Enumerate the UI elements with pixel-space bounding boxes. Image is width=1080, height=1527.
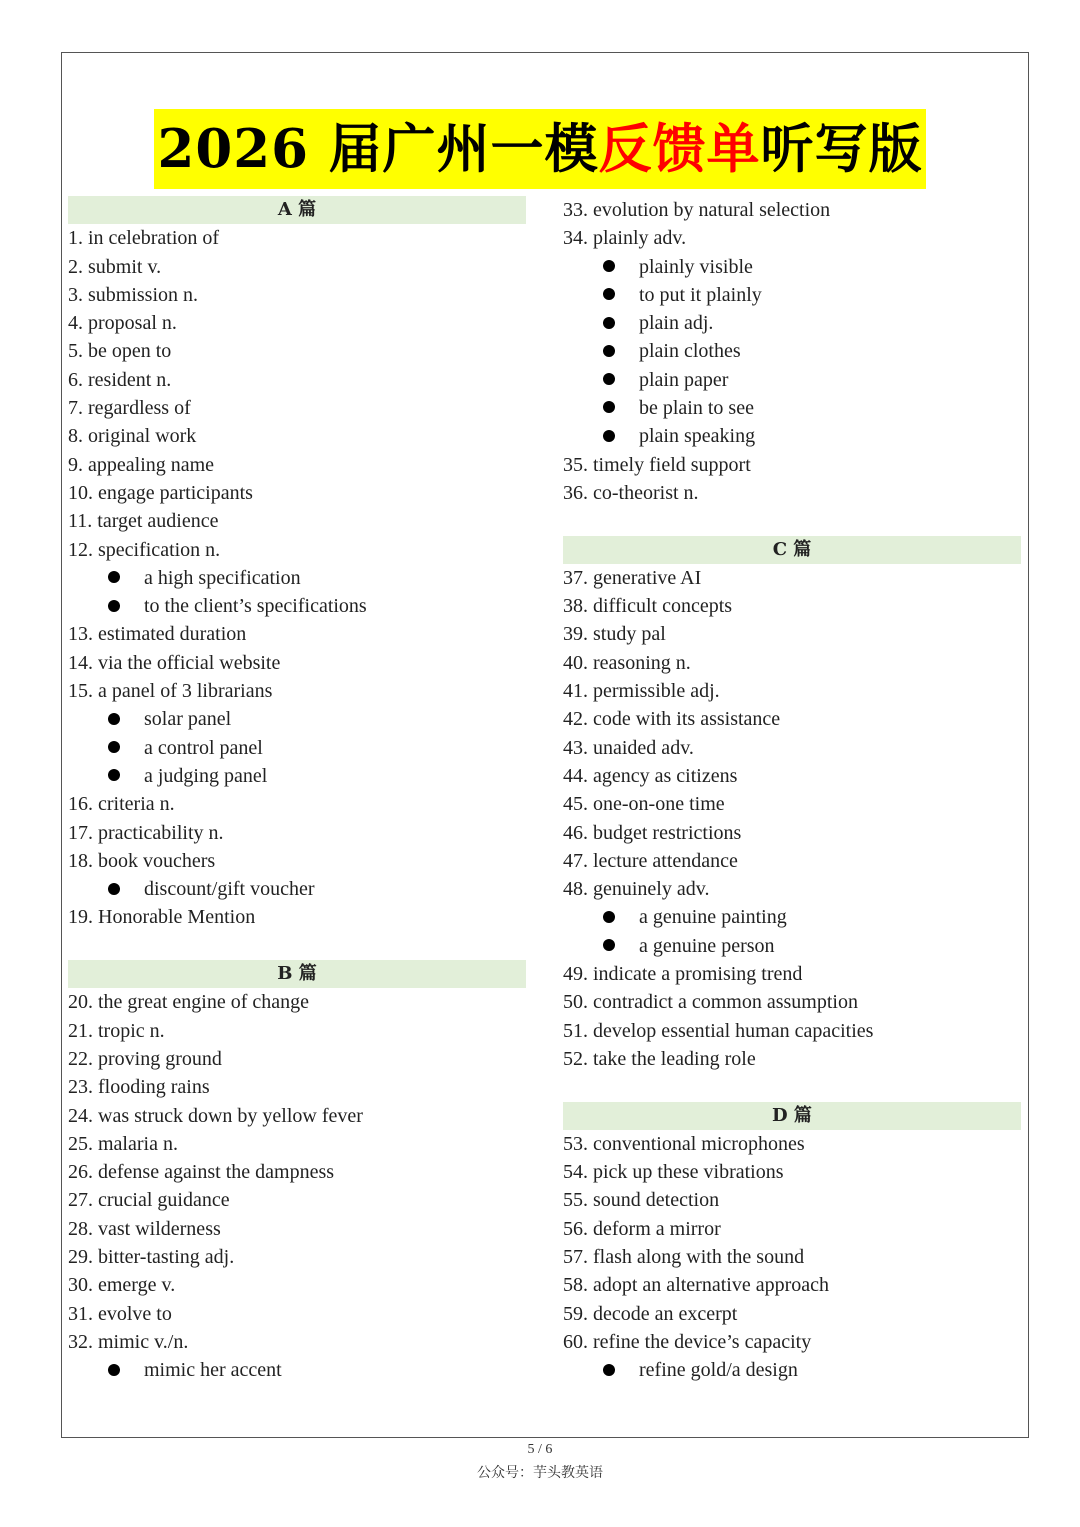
- vocab-item: 35. timely field support: [563, 453, 751, 476]
- vocab-item: 36. co-theorist n.: [563, 481, 699, 504]
- vocab-item: 45. one-on-one time: [563, 793, 725, 816]
- vocab-item: 33. evolution by natural selection: [563, 199, 831, 221]
- page-number: 5 / 6: [527, 1442, 553, 1457]
- sub-item-text: discount/gift voucher: [144, 878, 315, 901]
- title-container: [0, 109, 1080, 189]
- sub-item: [563, 932, 1021, 960]
- vocab-item: 47. lecture attendance: [563, 849, 738, 872]
- bullet-icon: [603, 317, 615, 329]
- vocab-item: 42. code with its assistance: [563, 708, 781, 731]
- sub-item: [68, 875, 526, 903]
- sub-item-text: plainly visible: [639, 255, 753, 278]
- vocab-item: 50. contradict a common assumption: [563, 991, 858, 1014]
- sub-item-text: a judging panel: [144, 764, 268, 787]
- vocab-item: 41. permissible adj.: [563, 680, 720, 703]
- sub-item: [68, 592, 526, 620]
- bullet-icon: [603, 288, 615, 300]
- sub-item: [563, 337, 1021, 365]
- vocab-item: 11. target audience: [68, 510, 219, 533]
- sub-item: [563, 253, 1021, 281]
- vocab-item: 26. defense against the dampness: [68, 1161, 335, 1184]
- vocab-item: 8. original work: [68, 425, 197, 448]
- vocab-item: 4. proposal n.: [68, 312, 177, 335]
- bullet-icon: [603, 911, 615, 923]
- vocab-item: 38. difficult concepts: [563, 595, 733, 618]
- vocab-item: 5. be open to: [68, 340, 172, 363]
- sub-item-text: mimic her accent: [144, 1359, 282, 1382]
- vocab-item: 58. adopt an alternative approach: [563, 1274, 829, 1297]
- vocab-item: 2. submit v.: [68, 255, 162, 278]
- bullet-icon: [108, 741, 120, 753]
- vocab-item: 27. crucial guidance: [68, 1189, 230, 1212]
- vocab-item: 10. engage participants: [68, 481, 253, 504]
- sub-item: [68, 705, 526, 733]
- vocab-item: 32. mimic v./n.: [68, 1330, 189, 1353]
- sub-item: [68, 762, 526, 790]
- sub-item-text: plain paper: [639, 368, 729, 391]
- page-title: [154, 109, 927, 189]
- vocab-item: 60. refine the device’s capacity: [563, 1330, 812, 1353]
- sub-item: [563, 394, 1021, 422]
- bullet-icon: [108, 600, 120, 612]
- sub-item: [563, 366, 1021, 394]
- bullet-icon: [603, 939, 615, 951]
- bullet-icon: [603, 401, 615, 413]
- section-heading: A 篇: [68, 196, 526, 224]
- vocab-item: 15. a panel of 3 librarians: [68, 680, 273, 703]
- bullet-icon: [603, 430, 615, 442]
- vocab-item: 3. submission n.: [68, 283, 199, 306]
- sub-item-text: a control panel: [144, 736, 263, 759]
- bullet-icon: [603, 260, 615, 272]
- spacer: [563, 507, 1021, 535]
- vocab-item: 18. book vouchers: [68, 849, 216, 872]
- sub-item-text: plain adj.: [639, 312, 714, 335]
- sub-item: [563, 903, 1021, 931]
- sub-item-text: plain clothes: [639, 340, 741, 363]
- bullet-icon: [603, 373, 615, 385]
- vocab-item: 51. develop essential human capacities: [563, 1019, 874, 1042]
- vocab-item: 16. criteria n.: [68, 793, 175, 816]
- vocab-item: 19. Honorable Mention: [68, 906, 256, 929]
- sub-item: [563, 1356, 1021, 1384]
- sub-item-text: a genuine person: [639, 934, 775, 957]
- bullet-icon: [603, 345, 615, 357]
- vocab-item: 24. was struck down by yellow fever: [68, 1104, 363, 1127]
- sub-item-text: to put it plainly: [639, 283, 762, 306]
- vocab-item: 17. practicability n.: [68, 821, 224, 844]
- section-heading: B 篇: [68, 960, 526, 988]
- vocab-item: 29. bitter-tasting adj.: [68, 1245, 235, 1268]
- vocab-item: 9. appealing name: [68, 453, 215, 476]
- bullet-icon: [108, 1364, 120, 1376]
- bullet-icon: [603, 1364, 615, 1376]
- bullet-icon: [108, 883, 120, 895]
- title-part-1: 2026 届广州一模: [157, 118, 599, 180]
- vocab-item: 23. flooding rains: [68, 1076, 210, 1099]
- vocab-item: 7. regardless of: [68, 397, 191, 420]
- vocab-item: 34. plainly adv.: [563, 227, 687, 250]
- sub-item-text: a high specification: [144, 566, 301, 589]
- vocab-item: 12. specification n.: [68, 538, 221, 561]
- vocab-item: 44. agency as citizens: [563, 764, 738, 787]
- vocab-item: 53. conventional microphones: [563, 1132, 805, 1155]
- sub-item-text: solar panel: [144, 708, 232, 731]
- vocab-item: 30. emerge v.: [68, 1274, 176, 1297]
- left-column: [68, 196, 526, 1384]
- footer-account: 公众号：芋头教英语: [477, 1465, 603, 1481]
- sub-item: [563, 309, 1021, 337]
- vocab-item: 22. proving ground: [68, 1047, 222, 1070]
- vocab-item: 56. deform a mirror: [563, 1217, 721, 1240]
- vocab-item: 1. in celebration of: [68, 227, 220, 250]
- sub-item-text: plain speaking: [639, 425, 756, 448]
- vocab-item: 55. sound detection: [563, 1189, 720, 1212]
- vocab-item: 39. study pal: [563, 623, 666, 646]
- vocab-item: 52. take the leading role: [563, 1047, 756, 1070]
- right-column: [563, 196, 1021, 1384]
- section-heading: C 篇: [563, 536, 1021, 564]
- vocab-item: 13. estimated duration: [68, 623, 247, 646]
- spacer: [68, 932, 526, 960]
- vocab-item: 57. flash along with the sound: [563, 1245, 805, 1268]
- vocab-item: 54. pick up these vibrations: [563, 1161, 784, 1184]
- vocab-item: 21. tropic n.: [68, 1019, 165, 1042]
- sub-item: [68, 1356, 526, 1384]
- sub-item: [563, 422, 1021, 450]
- title-part-2-red: 反馈单: [598, 118, 761, 180]
- vocab-item: 40. reasoning n.: [563, 651, 691, 674]
- sub-item-text: a genuine painting: [639, 906, 787, 929]
- vocab-item: 6. resident n.: [68, 368, 172, 391]
- bullet-icon: [108, 713, 120, 725]
- vocab-item: 14. via the official website: [68, 651, 281, 674]
- title-part-3: 听写版: [760, 118, 923, 180]
- bullet-icon: [108, 571, 120, 583]
- vocab-item: 31. evolve to: [68, 1302, 172, 1325]
- sub-item: [563, 281, 1021, 309]
- vocab-item: 49. indicate a promising trend: [563, 963, 803, 986]
- vocab-item: 43. unaided adv.: [563, 736, 694, 759]
- sub-item-text: be plain to see: [639, 397, 754, 420]
- spacer: [563, 1073, 1021, 1101]
- vocab-item: 46. budget restrictions: [563, 821, 742, 844]
- vocab-item: 25. malaria n.: [68, 1132, 178, 1155]
- vocab-item: 37. generative AI: [563, 566, 702, 589]
- sub-item-text: to the client’s specifications: [144, 595, 367, 618]
- vocab-item: 59. decode an excerpt: [563, 1302, 738, 1325]
- sub-item-text: refine gold/a design: [639, 1359, 798, 1382]
- sub-item: [68, 734, 526, 762]
- bullet-icon: [108, 769, 120, 781]
- vocab-item: 48. genuinely adv.: [563, 878, 710, 901]
- vocab-item: 20. the great engine of change: [68, 991, 310, 1014]
- section-heading: D 篇: [563, 1102, 1021, 1130]
- vocab-item: 28. vast wilderness: [68, 1217, 221, 1240]
- sub-item: [68, 564, 526, 592]
